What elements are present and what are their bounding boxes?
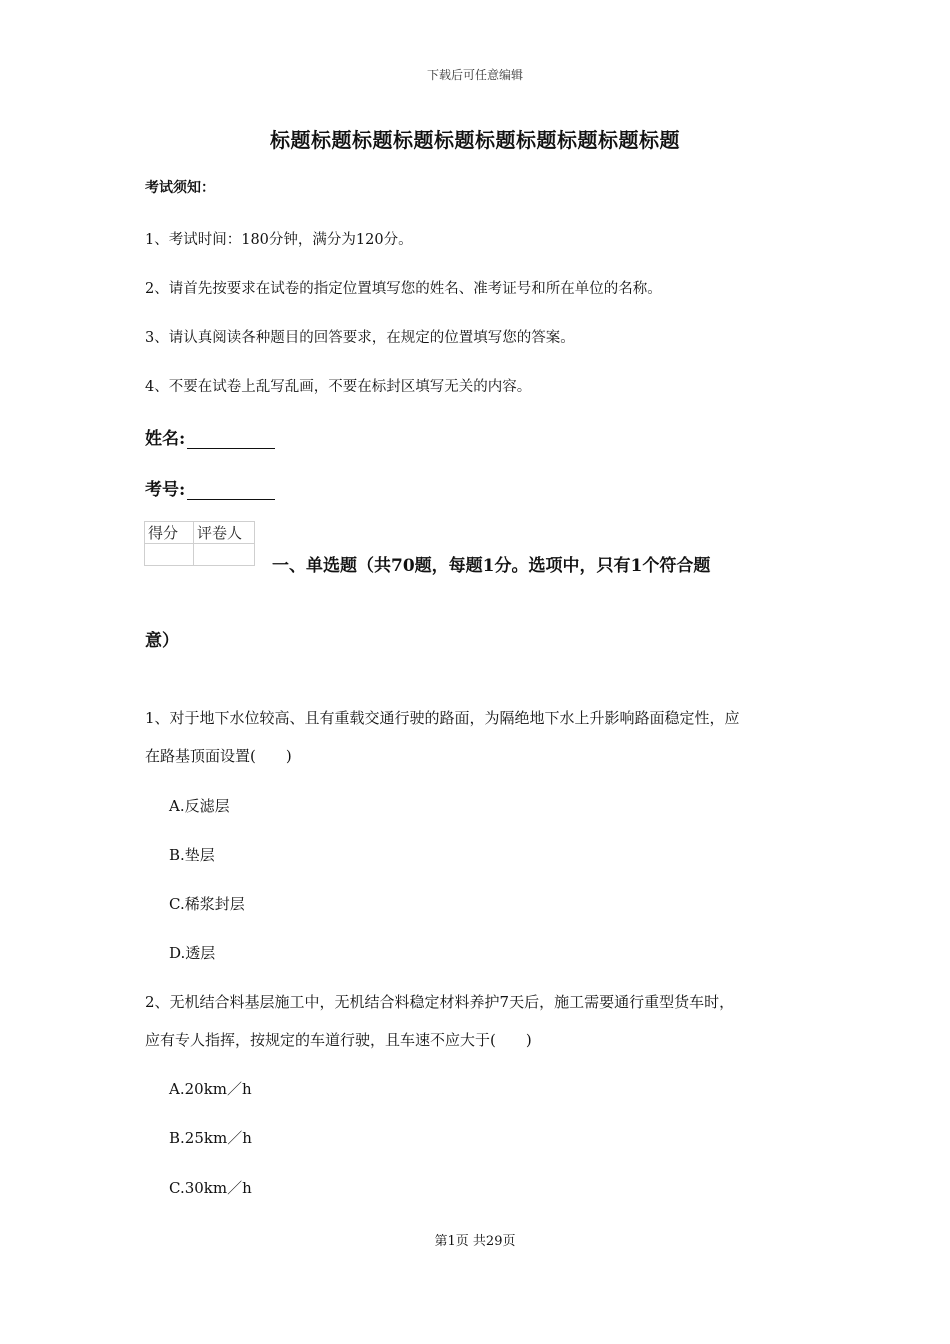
name-field [145, 424, 275, 449]
score-cell[interactable] [145, 544, 194, 566]
name-blank[interactable] [187, 430, 275, 449]
question-1-text: 1、对于地下水位较高、且有重载交通行驶的路面，为隔绝地下水上升影响路面稳定性，应 [145, 709, 740, 727]
question-2-option-b: B.25km／h [169, 1129, 252, 1147]
page-footer: 第1页 共29页 [434, 1234, 516, 1249]
page-title: 标题标题标题标题标题标题标题标题标题标题 [270, 128, 680, 152]
notice-rule: 2、请首先按要求在试卷的指定位置填写您的姓名、准考证号和所在单位的名称。 [145, 281, 662, 297]
question-1-text: 在路基顶面设置( ) [145, 747, 292, 765]
question-1-option-d: D.透层 [169, 944, 216, 962]
section-title: 一、单选题（共70题，每题1分。选项中，只有1个符合题 [272, 556, 711, 576]
exam-no-label: 考号: [145, 480, 186, 500]
question-2-option-a: A.20km／h [169, 1080, 252, 1098]
question-1-option-a: A.反滤层 [169, 797, 230, 815]
name-label: 姓名: [145, 429, 186, 449]
notice-heading: 考试须知： [145, 180, 215, 196]
notice-rule: 1、考试时间：180分钟，满分为120分。 [145, 232, 413, 248]
exam-no-blank[interactable] [187, 481, 275, 500]
section-title-continuation: 意） [145, 631, 179, 651]
question-2-text: 2、无机结合料基层施工中，无机结合料稳定材料养护7天后，施工需要通行重型货车时， [145, 993, 735, 1011]
question-1-option-b: B.垫层 [169, 846, 215, 864]
grader-header: 评卷人 [194, 522, 255, 544]
question-1-option-c: C.稀浆封层 [169, 895, 245, 913]
score-header: 得分 [145, 522, 194, 544]
question-2-text: 应有专人指挥，按规定的车道行驶，且车速不应大于( ) [145, 1031, 532, 1049]
score-table [144, 521, 255, 566]
grader-cell[interactable] [194, 544, 255, 566]
notice-rule: 4、不要在试卷上乱写乱画，不要在标封区填写无关的内容。 [145, 379, 532, 395]
notice-rule: 3、请认真阅读各种题目的回答要求，在规定的位置填写您的答案。 [145, 330, 575, 346]
question-2-option-c: C.30km／h [169, 1179, 252, 1197]
exam-no-field [145, 475, 275, 500]
header-note: 下载后可任意编辑 [426, 68, 523, 82]
